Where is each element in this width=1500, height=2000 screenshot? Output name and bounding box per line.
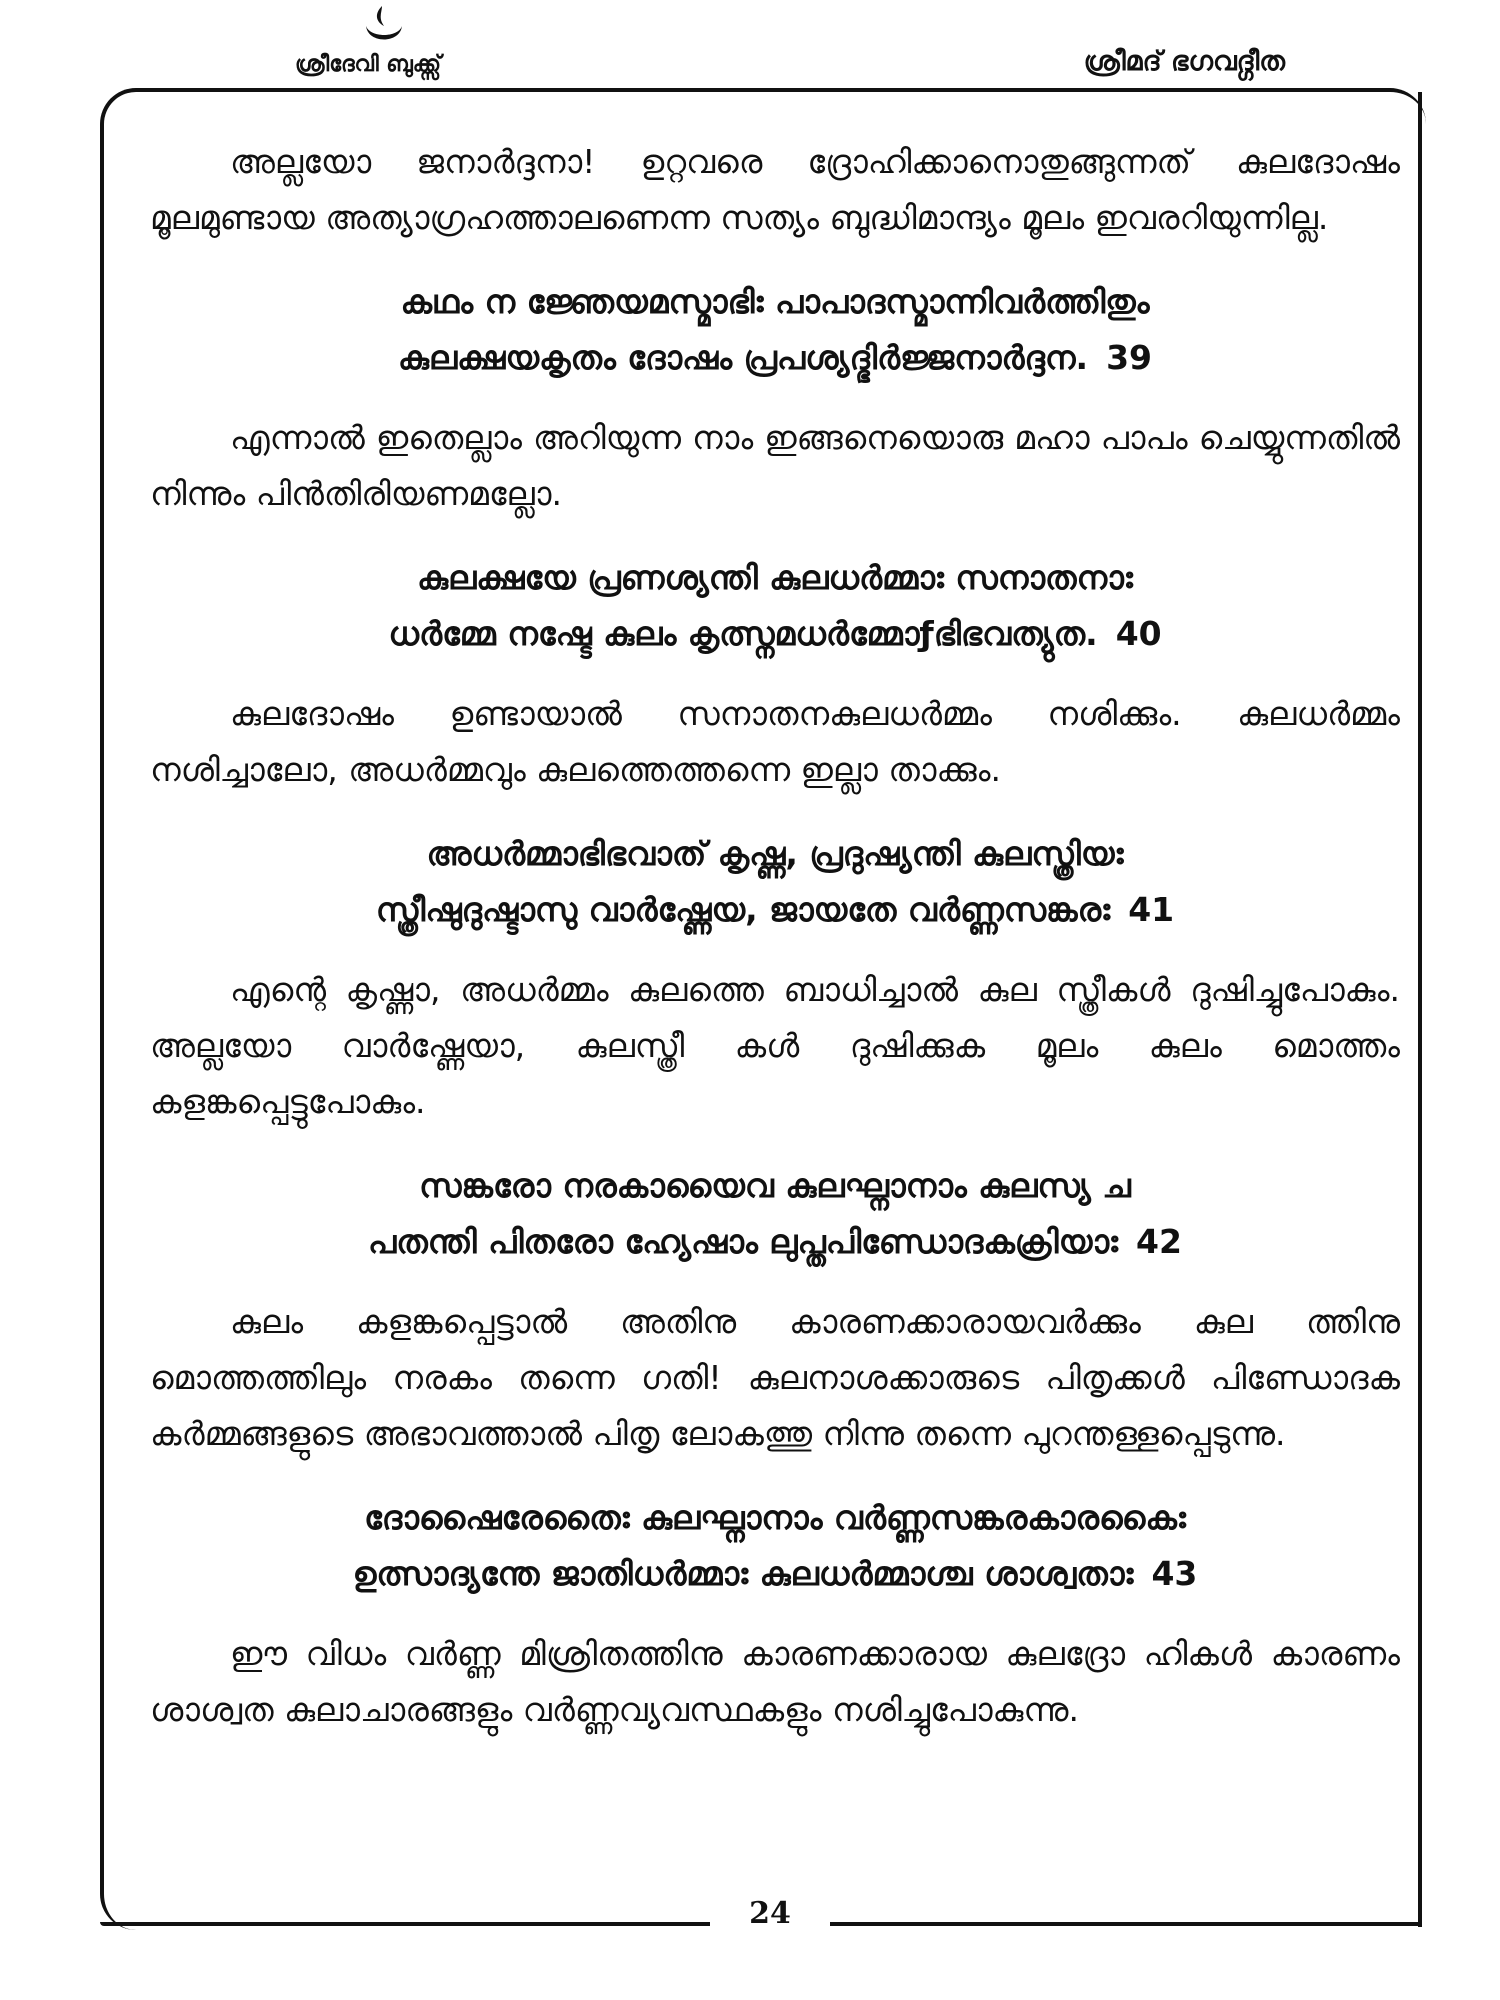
verse-line-text: ധർമ്മേ നഷ്ടേ കുലം കൃത്സ്നമധർമ്മോƒഭിഭവത്യുത. bbox=[388, 614, 1098, 653]
verse-line: അധർമ്മാഭിഭവാത് കൃഷ്ണ, പ്രദുഷ്യന്തി കുലസ്ത്രിയഃ bbox=[426, 834, 1124, 873]
verse-line-text: സ്ത്രീഷുദുഷ്ടാസു വാർഷ്ണേയ, ജായതേ വർണ്ണസങ്കരഃ bbox=[375, 890, 1111, 929]
verse-line: സങ്കരോ നരകായൈവ കുലഘ്നാനാം കുലസ്യ ച bbox=[419, 1166, 1131, 1205]
verse-line: കഥം ന ജ്ഞേയമസ്മാഭിഃ പാപാദസ്മാന്നിവർത്തിതും bbox=[400, 282, 1150, 321]
commentary-paragraph: കുലദോഷം ഉണ്ടായാൽ സനാതനകുലധർമ്മം നശിക്കും. കുലധർമ്മം നശിച്ചാലോ, അധർമ്മവും കുലത്തെത്തന്നെ ഇല്ലാ താക്കും. bbox=[150, 694, 1400, 789]
lamp-flame-icon bbox=[360, 4, 408, 50]
verse-line bbox=[150, 1214, 1400, 1270]
commentary-paragraph: കുലം കളങ്കപ്പെട്ടാൽ അതിനു കാരണക്കാരായവർക്കും കുല ത്തിനു മൊത്തത്തിലും നരകം തന്നെ ഗതി! കുലനാശക്കാരുടെ പിതൃക്കൾ പിണ്ഡോദക കർമ്മങ്ങളുടെ അഭാവത്താൽ പിതൃ ലോകത്തു നിന്നു തന്നെ പുറന്തള്ളപ്പെടുന്നു. bbox=[150, 1302, 1400, 1453]
sloka-verse bbox=[150, 826, 1400, 938]
verse-number: 42 bbox=[1136, 1222, 1182, 1261]
verse-number: 40 bbox=[1115, 614, 1162, 653]
sloka-verse bbox=[150, 550, 1400, 662]
verse-line-text: പതന്തി പിതരോ ഹ്യേഷാം ലുപ്തപിണ്ഡോദകക്രിയാഃ bbox=[368, 1222, 1119, 1261]
verse-line-text: ഉത്സാദ്യന്തേ ജാതിധർമ്മാഃ കുലധർമ്മാശ്ച ശാശ്വതാഃ bbox=[352, 1554, 1134, 1593]
sloka-verse bbox=[150, 274, 1400, 386]
verse-line bbox=[150, 882, 1400, 938]
commentary-paragraph: ഈ വിധം വർണ്ണ മിശ്രിതത്തിനു കാരണക്കാരായ കുലദ്രോ ഹികൾ കാരണം ശാശ്വത കുലാചാരങ്ങളും വർണ്ണവ്യവസ്ഥകളും നശിച്ചുപോകുന്നു. bbox=[150, 1634, 1400, 1729]
commentary-paragraph: എന്നാൽ ഇതെല്ലാം അറിയുന്ന നാം ഇങ്ങനെയൊരു മഹാ പാപം ചെയ്യുന്നതിൽ നിന്നും പിൻതിരിയണമല്ലോ. bbox=[150, 418, 1400, 513]
verse-number: 41 bbox=[1128, 890, 1175, 929]
commentary-paragraph: എന്റെ കൃഷ്ണാ, അധർമ്മം കുലത്തെ ബാധിച്ചാൽ കുല സ്ത്രീകൾ ദുഷിച്ചുപോകും. അല്ലയോ വാർഷ്ണേയാ, കുലസ്ത്രീ കൾ ദുഷിക്കുക മൂലം കുലം മൊത്തം കളങ്കപ്പെട്ടുപോകും. bbox=[150, 970, 1400, 1121]
book-title: ശ്രീമദ് ഭഗവദ്ഗീത bbox=[1083, 46, 1285, 77]
verse-line: കുലക്ഷയേ പ്രണശ്യന്തി കുലധർമ്മാഃ സനാതനാഃ bbox=[417, 558, 1133, 597]
verse-number: 39 bbox=[1106, 338, 1152, 377]
sloka-verse bbox=[150, 1490, 1400, 1602]
sloka-verse bbox=[150, 1158, 1400, 1270]
page-border-bottom-right bbox=[830, 1922, 1422, 1926]
page-border-right bbox=[1418, 92, 1422, 1927]
commentary-paragraph: അല്ലയോ ജനാർദ്ദനാ! ഉറ്റവരെ ദ്രോഹിക്കാനൊതുങ്ങുന്നത് കുലദോഷം മൂലമുണ്ടായ അത്യാഗ്രഹത്താലണെന്ന സത്യം ബുദ്ധിമാന്ദ്യം മൂലം ഇവരറിയുന്നില്ല. bbox=[150, 142, 1400, 237]
page-content bbox=[150, 110, 1400, 1760]
page-number: 24 bbox=[749, 1896, 791, 1931]
verse-line bbox=[150, 606, 1400, 662]
verse-line-text: കുലക്ഷയകൃതം ദോഷം പ്രപശ്യദ്ഭിർജ്ജനാർദ്ദന. bbox=[397, 338, 1089, 377]
verse-line bbox=[150, 330, 1400, 386]
verse-number: 43 bbox=[1151, 1554, 1198, 1593]
page-border-bottom-left bbox=[100, 1922, 710, 1926]
page-header bbox=[0, 0, 1500, 90]
verse-line: ദോഷൈരേതൈഃ കുലഘ്നാനാം വർണ്ണസങ്കരകാരകൈഃ bbox=[364, 1498, 1186, 1537]
verse-line bbox=[150, 1546, 1400, 1602]
publisher-name: ശ്രീദേവി ബുക്ക്സ് bbox=[295, 52, 442, 77]
